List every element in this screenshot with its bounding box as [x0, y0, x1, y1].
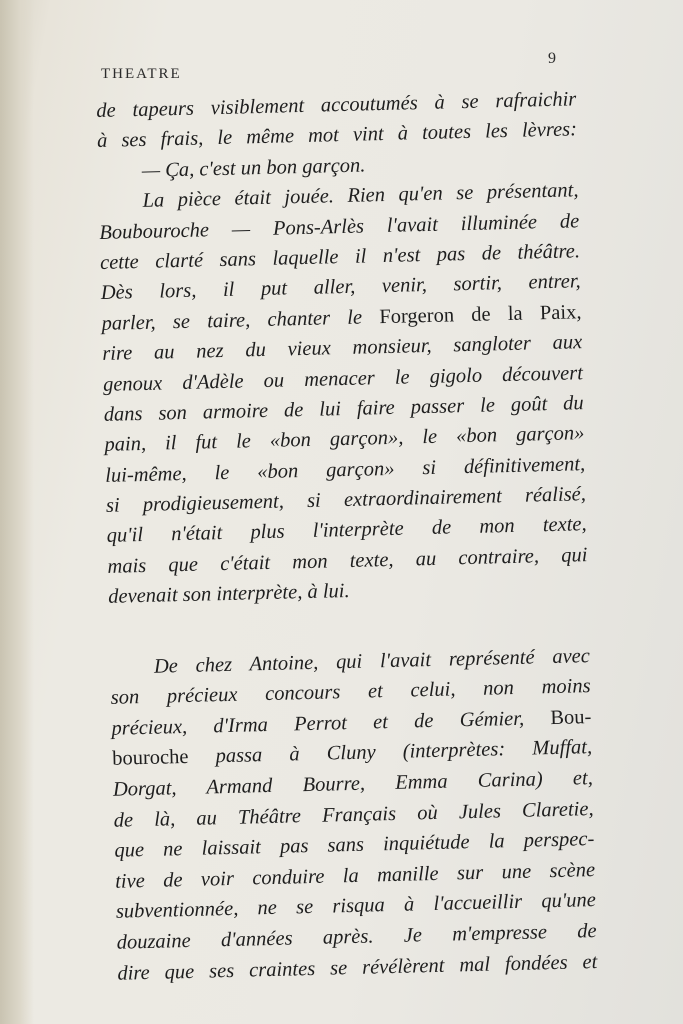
text-line: de là, au Théâtre Français où Jules Claretie, — [113, 797, 594, 832]
text-fragment: parler, se taire, chanter le — [101, 305, 380, 335]
text-line: La pièce était jouée. Rien qu'en se présentant, — [142, 179, 579, 213]
text-line: douzaine d'années après. Je m'empresse de — [116, 920, 597, 954]
work-title: bouroche — [111, 746, 189, 771]
paragraph-2 — [110, 641, 598, 989]
text-line: Dès lors, il put aller, venir, sortir, entrer, — [100, 270, 581, 305]
text-line: mais que c'était mon texte, au contraire, qui — [107, 543, 588, 578]
text-line: qu'il n'était plus l'interprète de mon texte, — [106, 513, 587, 548]
page-gutter-shadow — [0, 0, 34, 1024]
text-line: tive de voir conduire la manille sur une scène — [114, 858, 596, 893]
text-line: devenait son interprète, à lui. — [107, 580, 350, 609]
text-line: dans son armoire de lui faire passer le goût du — [103, 392, 584, 426]
text-line: dire que ses craintes se révélèrent mal fondées et — [117, 950, 598, 985]
text-line: De chez Antoine, qui l'avait représenté avec — [153, 644, 591, 678]
text-line: rire au nez du vieux monsieur, sangloter aux — [102, 331, 583, 366]
text-line: pain, il fut le «bon garçon», le «bon garçon» — [104, 422, 585, 457]
text-line: si prodigieusement, si extraordinairement réalisé, — [105, 483, 587, 517]
page-number: 9 — [548, 50, 556, 67]
text-line: Boubouroche — Pons-Arlès l'avait illuminée de — [99, 209, 580, 244]
running-head: THEATRE — [101, 66, 182, 82]
text-line: genoux d'Adèle ou menacer le gigolo découvert — [102, 361, 584, 396]
text-fragment: passa à Cluny (interprètes: Muffat, — [188, 736, 593, 769]
text-line: Dorgat, Armand Bourre, Emma Carina) et, — [112, 767, 594, 801]
text-line: à ses frais, le même mot vint à toutes les lèvres: — [96, 118, 578, 153]
dialogue-line: — Ça, c'est un bon garçon. — [141, 154, 366, 182]
text-fragment: précieux, d'Irma Perrot et de Gémier, — [111, 706, 551, 740]
text-line: cette clarté sans laquelle il n'est pas de théâtre. — [99, 240, 581, 274]
body-text — [96, 84, 598, 989]
work-title: Bou- — [550, 705, 592, 729]
work-title: Forgeron de la Paix — [379, 301, 577, 328]
text-line: que ne laissait pas sans inquiétude la perspec- — [114, 828, 595, 862]
text-line: son précieux concours et celui, non moins — [110, 675, 591, 710]
text-line: lui-même, le «bon garçon» si définitivement, — [105, 452, 586, 487]
paragraph-1 — [96, 84, 588, 612]
text-line: subventionnée, ne se risqua à l'accueillir qu'une — [115, 889, 597, 924]
text-fragment: , — [576, 300, 582, 324]
text-line: de tapeurs visiblement accoutumés à se rafraichir — [96, 88, 577, 122]
